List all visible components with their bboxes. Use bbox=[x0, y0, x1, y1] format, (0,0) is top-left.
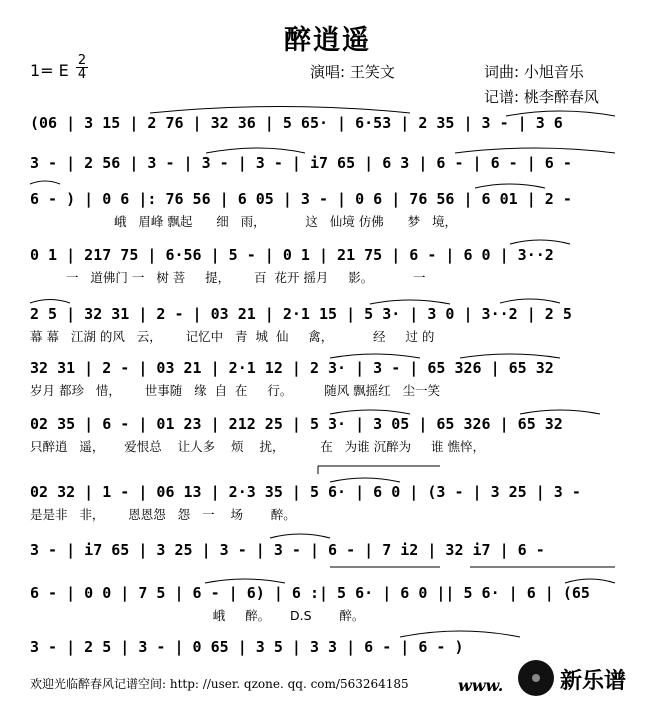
composer-credit: 词曲: 小旭音乐 bbox=[484, 63, 584, 81]
slur-arc bbox=[565, 579, 615, 583]
site-logo: 新乐谱 bbox=[560, 669, 627, 694]
vinyl-record-icon bbox=[518, 660, 554, 696]
slur-arc bbox=[205, 579, 285, 583]
notation-line: 02 35 | 6 - | 01 23 | 212 25 | 5 3· | 3 05 | 65 326 | 65 32 bbox=[30, 415, 563, 433]
meter-bottom: 4 bbox=[77, 67, 87, 82]
lyrics-line: 峨 醉。 D.S 醉。 bbox=[30, 608, 365, 623]
notation-line: 2 5 | 32 31 | 2 - | 03 21 | 2·1 15 | 5 3· | 3 0 | 3··2 | 2 5 bbox=[30, 305, 572, 323]
lyrics-line: 峨 眉峰 飘起 细 雨， 这 仙境 仿佛 梦 境， bbox=[114, 214, 458, 229]
slur-arc bbox=[206, 148, 305, 153]
notation-line: 3 - | 2 56 | 3 - | 3 - | 3 - | i7 65 | 6 3 | 6 - | 6 - | 6 - bbox=[30, 154, 572, 172]
notation-line: 6 - | 0 0 | 7 5 | 6 - | 6) | 6 :| 5 6· | 6 0 || 5 6· | 6 | (65 bbox=[30, 584, 590, 602]
lyrics-line: 是是非 非， 恩恩怨 怨 一 场 醉。 bbox=[30, 507, 296, 522]
notation-line: 32 31 | 2 - | 03 21 | 2·1 12 | 2 3· | 3 - | 65 326 | 65 32 bbox=[30, 359, 554, 377]
slur-arc bbox=[460, 354, 560, 358]
slur-arc bbox=[330, 410, 410, 414]
notation-line: 02 32 | 1 - | 06 13 | 2·3 35 | 5 6· | 6 0 | (3 - | 3 25 | 3 - bbox=[30, 483, 581, 501]
lyrics-line: 只醉逍 遥， 爱恨总 让人多 烦 扰， 在 为谁 沉醉为 谁 憔悴， bbox=[30, 439, 485, 454]
slur-arc bbox=[475, 184, 545, 188]
footer-credit: 欢迎光临醉春风记谱空间: http: //user. qzone. qq. com/563264185 bbox=[30, 677, 409, 691]
meter-top: 2 bbox=[77, 53, 87, 68]
slur-arc bbox=[520, 410, 600, 414]
singer-credit: 演唱: 王笑文 bbox=[310, 63, 395, 81]
slur-arc bbox=[270, 534, 330, 538]
notation-line: 0 1 | 217 75 | 6·56 | 5 - | 0 1 | 21 75 | 6 - | 6 0 | 3··2 bbox=[30, 246, 554, 264]
slur-arc bbox=[330, 478, 400, 482]
slur-arc bbox=[370, 300, 450, 304]
footer-www: www. bbox=[458, 676, 504, 695]
lyrics-line: 幕 幕 江湖 的风 云， 记忆中 青 城 仙 禽， 经 过 的 bbox=[30, 329, 435, 344]
notation-line: (06 | 3 15 | 2 76 | 32 36 | 5 65· | 6·53 | 2 35 | 3 - | 3 6 bbox=[30, 114, 563, 132]
lyrics-line: 岁月 都珍 惜， 世事随 缘 自 在 行。 随风 飘摇红 尘一笑 bbox=[30, 383, 441, 398]
slur-arc bbox=[400, 631, 520, 637]
notation-line: 6 - ) | 0 6 |: 76 56 | 6 05 | 3 - | 0 6 | 76 56 | 6 01 | 2 - bbox=[30, 190, 572, 208]
slur-arc bbox=[506, 111, 615, 116]
slur-arc bbox=[30, 300, 70, 304]
notation-line: 3 - | 2 5 | 3 - | 0 65 | 3 5 | 3 3 | 6 - | 6 - ) bbox=[30, 638, 464, 656]
slur-arc bbox=[30, 181, 60, 184]
slur-arc bbox=[455, 148, 615, 153]
transcriber-credit: 记谱: 桃李醉春风 bbox=[484, 88, 599, 106]
slur-arc bbox=[330, 354, 420, 358]
slur-arc bbox=[510, 240, 570, 244]
song-title: 醉逍遥 bbox=[284, 25, 371, 56]
notation-line: 3 - | i7 65 | 3 25 | 3 - | 3 - | 6 - | 7 i2 | 32 i7 | 6 - bbox=[30, 541, 545, 559]
slur-arc bbox=[150, 107, 410, 114]
slur-arc bbox=[500, 299, 560, 303]
lyrics-line: 一 道佛门 一 树 菩 提， 百 花开 摇月 影。 一 bbox=[66, 270, 426, 285]
key-signature: 1= E bbox=[30, 61, 69, 80]
